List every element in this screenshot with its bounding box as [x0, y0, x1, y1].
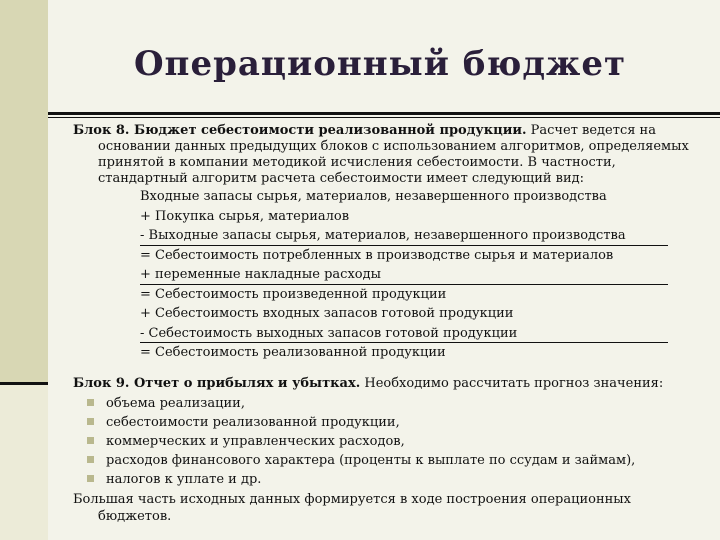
title-rule-thin	[48, 117, 720, 118]
block8-paragraph	[73, 123, 703, 187]
block8-text: Расчет ведется на основании данных предыдущих блоков с использованием алгоритмов, определяемых принятой в компании методикой исчисления себестоимости. В частности, стандартный алгоритм расчета себестоимости имеет следующий вид:	[98, 123, 689, 186]
list-item-text: коммерческих и управленческих расходов,	[106, 433, 405, 449]
list-item	[87, 432, 703, 451]
square-bullet-icon	[87, 456, 94, 463]
formula-line: + Себестоимость входных запасов готовой продукции	[140, 306, 514, 321]
band-divider	[0, 382, 48, 385]
slide-title: Операционный бюджет	[133, 44, 627, 84]
conclusion-paragraph: Большая часть исходных данных формируется в ходе построения операционных бюджетов.	[73, 491, 631, 524]
list-item-text: объема реализации,	[106, 395, 245, 411]
list-item-text: расходов финансового характера (проценты к выплате по ссудам и займам),	[106, 452, 636, 468]
formula-line: - Себестоимость выходных запасов готовой продукции	[140, 324, 668, 344]
formula-line: = Себестоимость произведенной продукции	[140, 286, 447, 302]
list-item	[87, 413, 703, 432]
formula-line: = Себестоимость потребленных в производстве сырья и материалов	[140, 247, 614, 263]
title-rule	[48, 112, 720, 115]
list-item	[87, 394, 703, 413]
block9-text: Необходимо рассчитать прогноз значения:	[360, 375, 664, 391]
block9-heading: Блок 9. Отчет о прибылях и убытках.	[73, 375, 361, 391]
list-item-text: налогов к уплате и др.	[106, 471, 262, 487]
block8-heading: Блок 8. Бюджет себестоимости реализованной продукции.	[73, 123, 527, 138]
square-bullet-icon	[87, 418, 94, 425]
forecast-list	[87, 394, 703, 489]
square-bullet-icon	[87, 475, 94, 482]
square-bullet-icon	[87, 437, 94, 444]
square-bullet-icon	[87, 399, 94, 406]
left-band-lower	[0, 382, 48, 540]
block9-paragraph	[73, 376, 703, 392]
formula-line: - Выходные запасы сырья, материалов, незавершенного производства	[140, 226, 668, 246]
list-item	[87, 470, 703, 489]
slide-content	[73, 123, 703, 525]
list-item-text: себестоимости реализованной продукции,	[106, 414, 400, 430]
formula-line: + Покупка сырья, материалов	[140, 208, 350, 224]
formula-line: + переменные накладные расходы	[140, 265, 668, 285]
list-item	[87, 451, 703, 470]
formula-line: Входные запасы сырья, материалов, незавершенного производства	[140, 189, 607, 204]
cost-formula	[140, 187, 668, 363]
formula-line: = Себестоимость реализованной продукции	[140, 345, 446, 360]
